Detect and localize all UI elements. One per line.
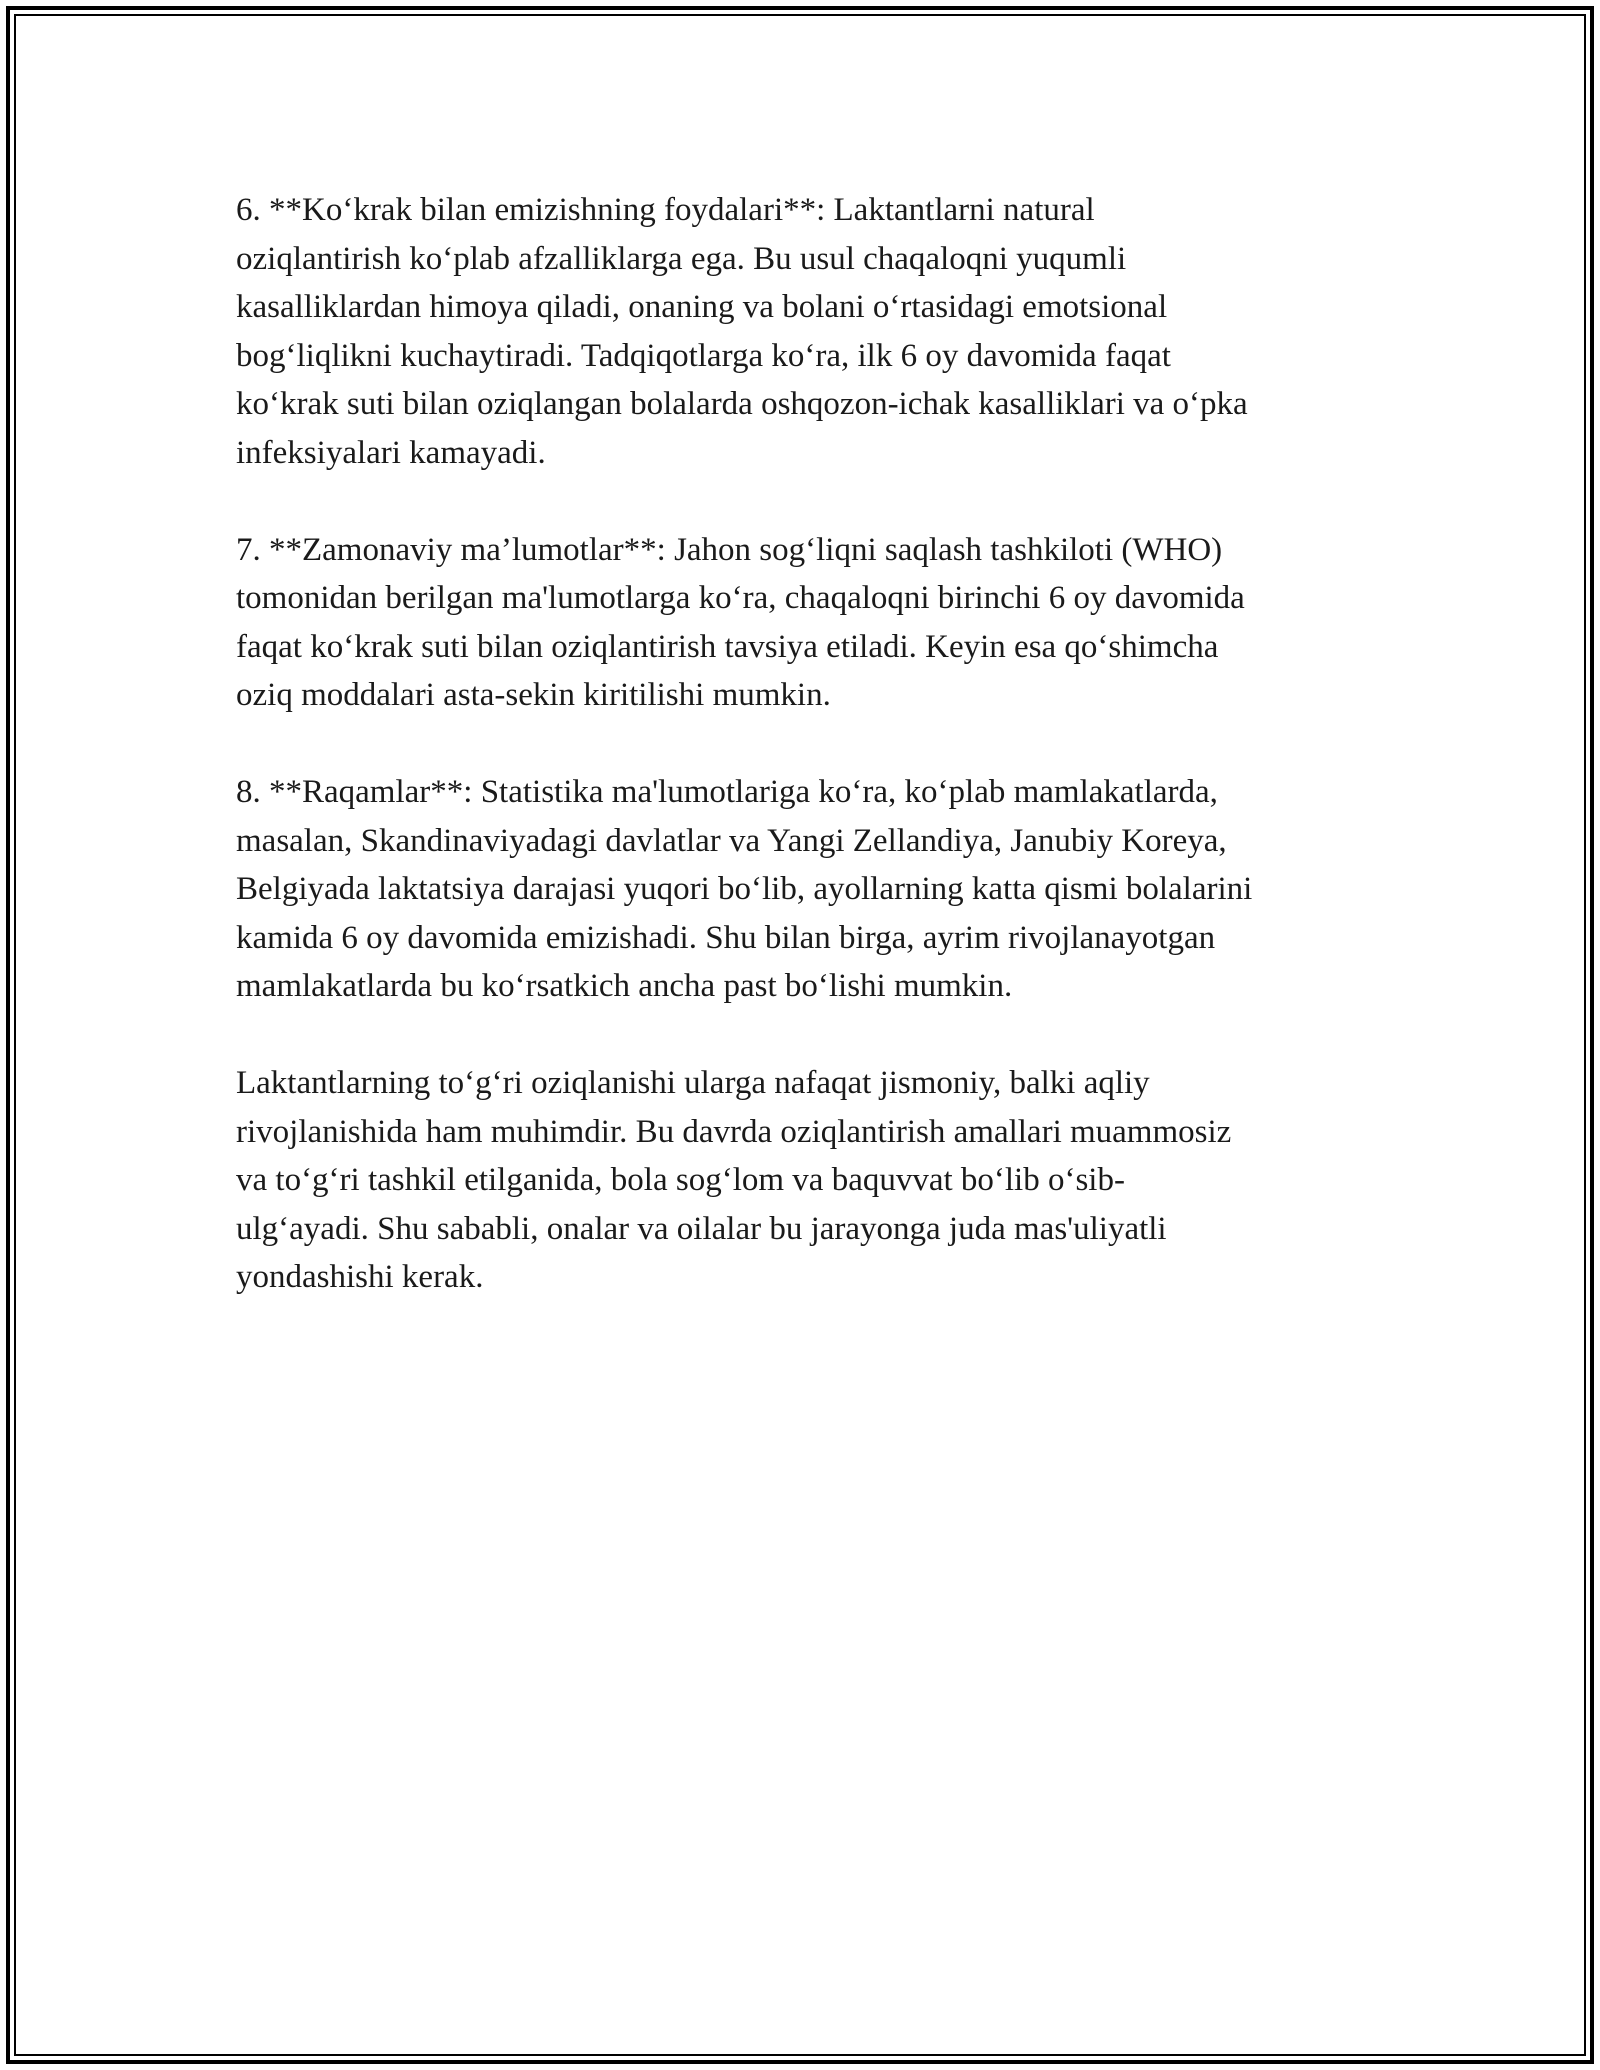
paragraph-breastfeeding-benefits: 6. **Ko‘krak bilan emizishning foydalari**: Laktantlarni natural oziqlantirish ko‘plab afzalliklarga ega. Bu usul chaqaloqni yuqumli kasalliklardan himoya qiladi, onaning va bolani o‘rtasidagi emotsional bog‘liqlikni kuchaytiradi. Tadqiqotlarga ko‘ra, ilk 6 oy davomida faqat ko‘krak suti bilan oziqlangan bolalarda oshqozon-ichak kasalliklari va o‘pka infeksiyalari kamayadi.: [236, 192, 1248, 471]
paragraph-conclusion: Laktantlarning to‘g‘ri oziqlanishi ularga nafaqat jismoniy, balki aqliy rivojlanishida ham muhimdir. Bu davrda oziqlantirish amallari muammosiz va to‘g‘ri tashkil etilganida, bola sog‘lom va baquvvat bo‘lib o‘sib- ulg‘ayadi. Shu sababli, onalar va oilalar bu jarayonga juda mas'uliyatli yondashishi kerak.: [236, 1065, 1232, 1295]
paragraph-statistics: 8. **Raqamlar**: Statistika ma'lumotlariga ko‘ra, ko‘plab mamlakatlarda, masalan, Skandinaviyadagi davlatlar va Yangi Zellandiya, Janubiy Koreya, Belgiyada laktatsiya darajasi yuqori bo‘lib, ayollarning katta qismi bolalarini kamida 6 oy davomida emizishadi. Shu bilan birga, ayrim rivojlanayotgan mamlakatlarda bu ko‘rsatkich ancha past bo‘lishi mumkin.: [236, 774, 1253, 1004]
document-body: [236, 186, 1396, 1302]
paragraph-modern-data: 7. **Zamonaviy ma’lumotlar**: Jahon sog‘liqni saqlash tashkiloti (WHO) tomonidan berilgan ma'lumotlarga ko‘ra, chaqaloqni birinchi 6 oy davomida faqat ko‘krak suti bilan oziqlantirish tavsiya etiladi. Keyin esa qo‘shimcha oziq moddalari asta-sekin kiritilishi mumkin.: [236, 531, 1245, 713]
